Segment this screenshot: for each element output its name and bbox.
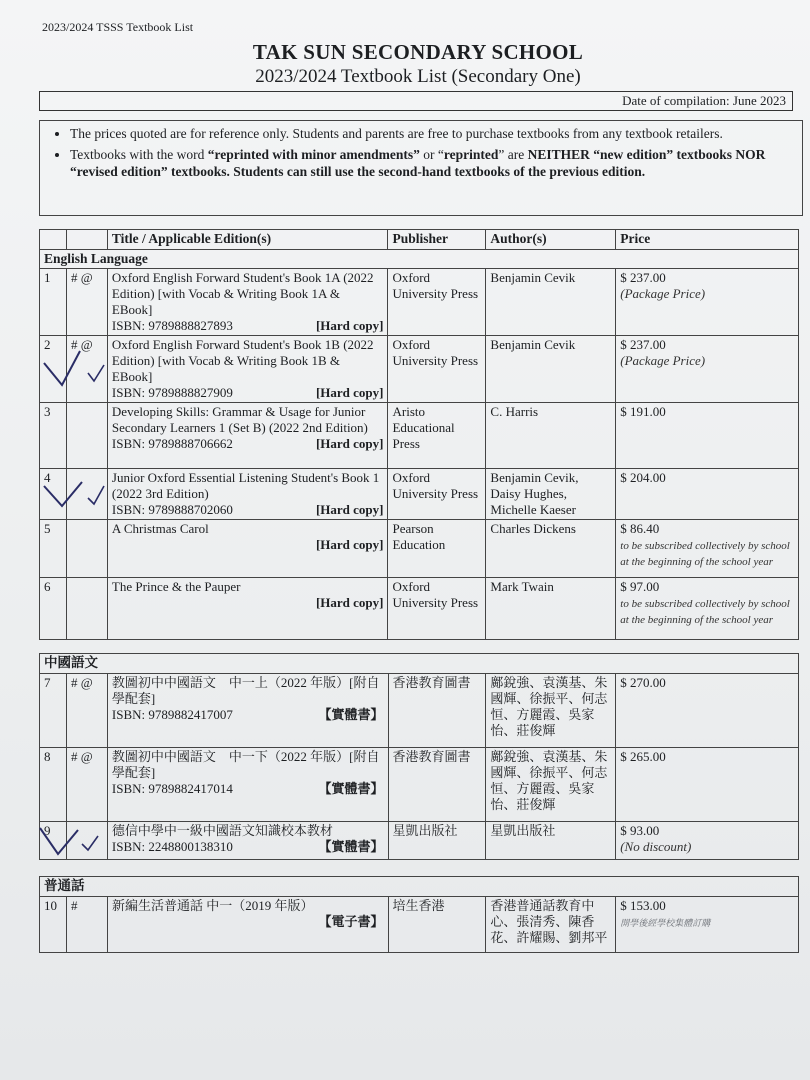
author: Mark Twain <box>486 578 616 640</box>
compilation-date-box <box>39 91 793 111</box>
price-note: to be subscribed collectively by school at the beginning of the school year <box>620 540 790 568</box>
row-mark: # @ <box>66 269 107 336</box>
book-title: 德信中學中一級中國語文知識校本教材 ISBN: 2248800138310 【實體書】 <box>107 822 388 860</box>
section-putonghua: 普通話 <box>40 877 799 897</box>
price-note: (No discount) <box>620 839 692 854</box>
price: $ 204.00 <box>620 470 666 485</box>
note-prices: • The prices quoted are for reference only. Students and parents are free to purchase textbooks from any textbook retailers. <box>70 125 802 142</box>
table-row <box>40 748 799 822</box>
price-cell <box>616 578 799 640</box>
row-number: 5 <box>40 520 67 578</box>
list-subtitle: 2023/2024 Textbook List (Secondary One) <box>255 66 581 87</box>
isbn: ISBN: 9789882417014 <box>111 781 233 796</box>
author: C. Harris <box>486 403 616 469</box>
format: [Hard copy] <box>315 318 384 333</box>
author: Benjamin Cevik <box>486 269 616 336</box>
book-title: 教圖初中中國語文 中一下（2022 年版）[附自學配套] ISBN: 9789882417014 【實體書】 <box>107 748 388 822</box>
notes-box <box>39 120 803 216</box>
price-cell <box>616 336 799 403</box>
row-mark: # @ <box>66 336 107 403</box>
format: 【實體書】 <box>318 707 384 722</box>
book-title: 新編生活普通話 中一（2019 年版） 【電子書】 <box>107 897 388 953</box>
price: $ 191.00 <box>620 404 666 419</box>
price-cell <box>616 748 799 822</box>
row-mark <box>66 469 107 520</box>
price: $ 86.40 <box>620 521 660 536</box>
format: 【實體書】 <box>318 839 384 854</box>
format: [Hard copy] <box>315 436 384 451</box>
row-mark <box>66 822 107 860</box>
table-header-row <box>40 230 799 250</box>
price-note: (Package Price) <box>620 353 706 368</box>
chinese-table <box>39 653 799 860</box>
row-mark <box>66 403 107 469</box>
publisher: Oxford University Press <box>388 578 486 640</box>
col-title: Title / Applicable Edition(s) <box>107 230 388 250</box>
author: 鄺銳強、袁漢基、朱國輝、徐振平、何志恒、方麗霞、吳家怡、莊俊輝 <box>486 748 616 822</box>
author: Benjamin Cevik, Daisy Hughes, Michelle Kaeser <box>486 469 616 520</box>
row-mark: # @ <box>66 748 107 822</box>
table-row <box>40 578 799 640</box>
author: Charles Dickens <box>486 520 616 578</box>
price: $ 97.00 <box>620 579 660 594</box>
author: 星凱出版社 <box>486 822 616 860</box>
publisher: Oxford University Press <box>388 469 486 520</box>
row-number: 4 <box>40 469 67 520</box>
compilation-date: Date of compilation: June 2023 <box>622 93 786 108</box>
publisher: Oxford University Press <box>388 269 486 336</box>
book-title: Junior Oxford Essential Listening Student's Book 1 (2022 3rd Edition) ISBN: 9789888702060 [Hard copy] <box>107 469 388 520</box>
book-title: Oxford English Forward Student's Book 1A (2022 Edition) [with Vocab & Writing Book 1A & EBook] ISBN: 9789888827893 [Hard copy] <box>107 269 388 336</box>
row-number: 10 <box>40 897 67 953</box>
isbn: ISBN: 9789888702060 <box>111 502 233 517</box>
section-english: English Language <box>40 250 799 269</box>
price: $ 237.00 <box>620 337 666 352</box>
table-row <box>40 822 799 860</box>
format: [Hard copy] <box>315 595 384 610</box>
format: [Hard copy] <box>315 385 384 400</box>
price-note: to be subscribed collectively by school at the beginning of the school year <box>620 598 790 626</box>
table-row <box>40 520 799 578</box>
price-note: (Package Price) <box>620 286 706 301</box>
row-number: 9 <box>40 822 67 860</box>
price-cell <box>616 897 799 953</box>
price: $ 265.00 <box>620 749 666 764</box>
publisher: 香港教育圖書 <box>388 674 486 748</box>
publisher: 香港教育圖書 <box>388 748 486 822</box>
price: $ 153.00 <box>620 898 666 913</box>
table-row <box>40 469 799 520</box>
isbn: ISBN: 9789882417007 <box>111 707 233 722</box>
isbn: ISBN: 9789888827893 <box>111 318 233 333</box>
price-cell <box>616 269 799 336</box>
row-number: 6 <box>40 578 67 640</box>
price: $ 237.00 <box>620 270 666 285</box>
author: 鄺銳強、袁漢基、朱國輝、徐振平、何志恒、方麗霞、吳家怡、莊俊輝 <box>486 674 616 748</box>
row-number: 2 <box>40 336 67 403</box>
price: $ 270.00 <box>620 675 666 690</box>
format: 【電子書】 <box>318 914 384 929</box>
row-number: 3 <box>40 403 67 469</box>
school-name: TAK SUN SECONDARY SCHOOL <box>252 40 584 64</box>
publisher: 星凱出版社 <box>388 822 486 860</box>
table-row <box>40 403 799 469</box>
putonghua-table <box>39 876 799 953</box>
publisher: Pearson Education <box>388 520 486 578</box>
isbn: ISBN: 2248800138310 <box>111 839 233 854</box>
publisher: Oxford University Press <box>388 336 486 403</box>
publisher: Aristo Educational Press <box>388 403 486 469</box>
format: [Hard copy] <box>315 537 384 552</box>
book-title: Oxford English Forward Student's Book 1B (2022 Edition) [with Vocab & Writing Book 1B & EBook] ISBN: 9789888827909 [Hard copy] <box>107 336 388 403</box>
section-chinese: 中國語文 <box>40 654 799 674</box>
book-title: A Christmas Carol [Hard copy] <box>107 520 388 578</box>
row-number: 8 <box>40 748 67 822</box>
price-note: 開學後經學校集體訂購 <box>620 918 711 928</box>
publisher: 培生香港 <box>388 897 486 953</box>
row-mark <box>66 578 107 640</box>
price-cell <box>616 469 799 520</box>
row-number: 1 <box>40 269 67 336</box>
col-author: Author(s) <box>486 230 616 250</box>
price-cell <box>616 822 799 860</box>
book-title: The Prince & the Pauper [Hard copy] <box>107 578 388 640</box>
row-mark: # @ <box>66 674 107 748</box>
table-row <box>40 674 799 748</box>
col-price: Price <box>616 230 799 250</box>
table-row <box>40 897 799 953</box>
author: Benjamin Cevik <box>486 336 616 403</box>
book-title: 教圖初中中國語文 中一上（2022 年版）[附自學配套] ISBN: 9789882417007 【實體書】 <box>107 674 388 748</box>
row-number: 7 <box>40 674 67 748</box>
isbn: ISBN: 9789888706662 <box>111 436 233 451</box>
english-table <box>39 229 799 640</box>
author: 香港普通話教育中心、張清秀、陳香花、許耀賜、劉邦平 <box>486 897 616 953</box>
price-cell <box>616 520 799 578</box>
price-cell <box>616 674 799 748</box>
row-mark: # <box>66 897 107 953</box>
header-note: 2023/2024 TSSS Textbook List <box>42 20 194 34</box>
table-row <box>40 336 799 403</box>
price: $ 93.00 <box>620 823 660 838</box>
note-reprinted: • Textbooks with the word “reprinted with minor amendments” or “reprinted” are NEITHER “new edition” textbooks NOR “revised edition” textbooks. Students can still use the second-hand textbooks of the previous edition. <box>70 146 802 180</box>
format: 【實體書】 <box>318 781 384 796</box>
row-mark <box>66 520 107 578</box>
format: [Hard copy] <box>315 502 384 517</box>
table-row <box>40 269 799 336</box>
isbn: ISBN: 9789888827909 <box>111 385 233 400</box>
price-cell <box>616 403 799 469</box>
book-title: Developing Skills: Grammar & Usage for Junior Secondary Learners 1 (Set B) (2022 2nd Edition) ISBN: 9789888706662 [Hard copy] <box>107 403 388 469</box>
col-publisher: Publisher <box>388 230 486 250</box>
